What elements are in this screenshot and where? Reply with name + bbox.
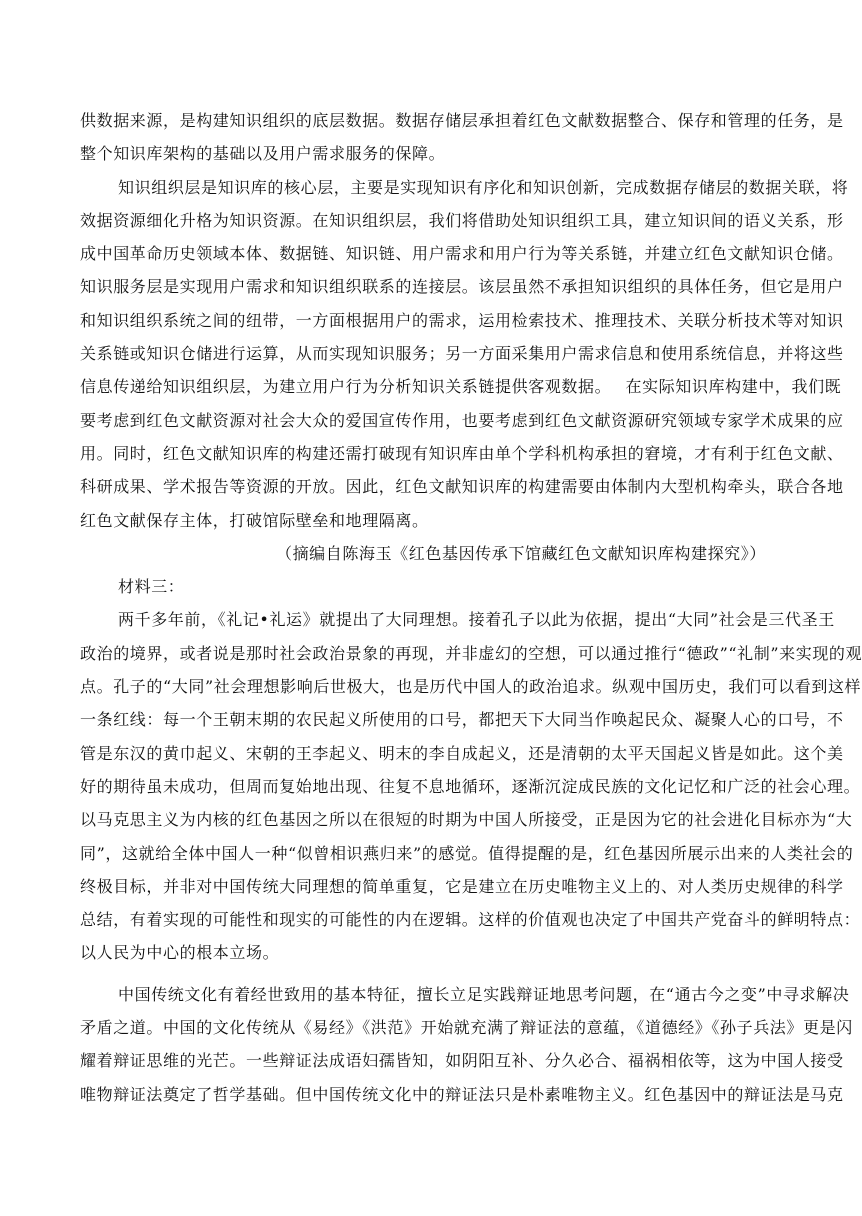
text-line: 终极目标，并非对中国传统大同理想的简单重复，它是建立在历史唯物主义上的、对人类历史规律的科学 bbox=[80, 876, 844, 896]
text-line: 同”，这就给全体中国人一种“似曾相识燕归来”的感觉。值得提醒的是，红色基因所展示出来的人类社会的 bbox=[80, 843, 854, 863]
text-line: 政治的境界，或者说是那时社会政治景象的再现，并非虚幻的空想，可以通过推行“德政”“礼制”来实现的观 bbox=[80, 643, 862, 663]
text-line: 以人民为中心的根本立场。 bbox=[80, 943, 280, 963]
source-citation: （摘编自陈海玉《红色基因传承下馆藏红色文献知识库构建探究》） bbox=[275, 543, 766, 563]
text-line: 好的期待虽未成功，但周而复始地出现、往复不息地循环，逐渐沉淀成民族的文化记忆和广泛的社会心理。 bbox=[80, 776, 861, 796]
text-line: 以马克思主义为内核的红色基因之所以在很短的时期为中国人所接受，正是因为它的社会进化目标亦为“大 bbox=[80, 810, 853, 830]
text-line: 矛盾之道。中国的文化传统从《易经》《洪范》开始就充满了辩证法的意蕴，《道德经》《孙子兵法》更是闪 bbox=[80, 1018, 853, 1038]
text-line: 红色文献保存主体，打破馆际壁垒和地理隔离。 bbox=[80, 510, 429, 530]
text-line: 知识服务层是实现用户需求和知识组织联系的连接层。该层虽然不承担知识组织的具体任务，但它是用户 bbox=[80, 277, 844, 297]
text-line: 成中国革命历史领域本体、数据链、知识链、用户需求和用户行为等关系链，并建立红色文献知识仓储。 bbox=[80, 244, 844, 264]
text-line: 效据资源细化升格为知识资源。在知识组织层，我们将借助处知识组织工具，建立知识间的语义关系，形 bbox=[80, 210, 844, 230]
text-line: 要考虑到红色文献资源对社会大众的爱国宣传作用，也要考虑到红色文献资源研究领域专家学术成果的应 bbox=[80, 410, 844, 430]
text-line: 中国传统文化有着经世致用的基本特征，擅长立足实践辩证地思考问题，在“通古今之变”中寻求解决 bbox=[118, 984, 850, 1004]
text-line: 关系链或知识仓储进行运算，从而实现知识服务；另一方面采集用户需求信息和使用系统信息，并将这些 bbox=[80, 344, 844, 364]
text-line: 知识组织层是知识库的核心层，主要是实现知识有序化和知识创新，完成数据存储层的数据关联，将 bbox=[118, 177, 849, 197]
section-heading: 材料三： bbox=[118, 577, 185, 597]
document-page bbox=[80, 104, 862, 1111]
text-line: 管是东汉的黄巾起义、宋朝的王李起义、明末的李自成起义，还是清朝的太平天国起义皆是如此。这个美 bbox=[80, 743, 844, 763]
text-line: 信息传递给知识组织层，为建立用户行为分析知识关系链提供客观数据。 在实际知识库构建中，我们既 bbox=[80, 377, 842, 397]
text-line: 用。同时，红色文献知识库的构建还需打破现有知识库由单个学科机构承担的窘境，才有利于红色文献、 bbox=[80, 443, 844, 463]
text-line: 供数据来源，是构建知识组织的底层数据。数据存储层承担着红色文献数据整合、保存和管理的任务，是 bbox=[80, 111, 844, 130]
text-line: 一条红线：每一个王朝末期的农民起义所使用的口号，都把天下大同当作唤起民众、凝聚人心的口号，不 bbox=[80, 710, 844, 730]
text-line: 点。孔子的“大同”社会理想影响后世极大，也是历代中国人的政治追求。纵观中国历史，我们可以看到这样 bbox=[80, 677, 862, 697]
text-line: 科研成果、学术报告等资源的开放。因此，红色文献知识库的构建需要由体制内大型机构牵头，联合各地 bbox=[80, 477, 844, 497]
text-line: 和知识组织系统之间的纽带，一方面根据用户的需求，运用检索技术、推理技术、关联分析技术等对知识 bbox=[80, 310, 844, 330]
text-line: 耀着辩证思维的光芒。一些辩证法成语妇孺皆知，如阴阳互补、分久必合、福祸相依等，这为中国人接受 bbox=[80, 1051, 844, 1071]
text-line: 总结，有着实现的可能性和现实的可能性的内在逻辑。这样的价值观也决定了中国共产党奋斗的鲜明特点： bbox=[80, 910, 861, 930]
text-line: 整个知识库架构的基础以及用户需求服务的保障。 bbox=[80, 144, 446, 164]
text-line: 两千多年前，《礼记•礼运》就提出了大同理想。接着孔子以此为依据，提出“大同”社会是三代圣王 bbox=[118, 610, 835, 630]
text-line: 唯物辩证法奠定了哲学基础。但中国传统文化中的辩证法只是朴素唯物主义。红色基因中的辩证法是马克 bbox=[80, 1084, 844, 1104]
